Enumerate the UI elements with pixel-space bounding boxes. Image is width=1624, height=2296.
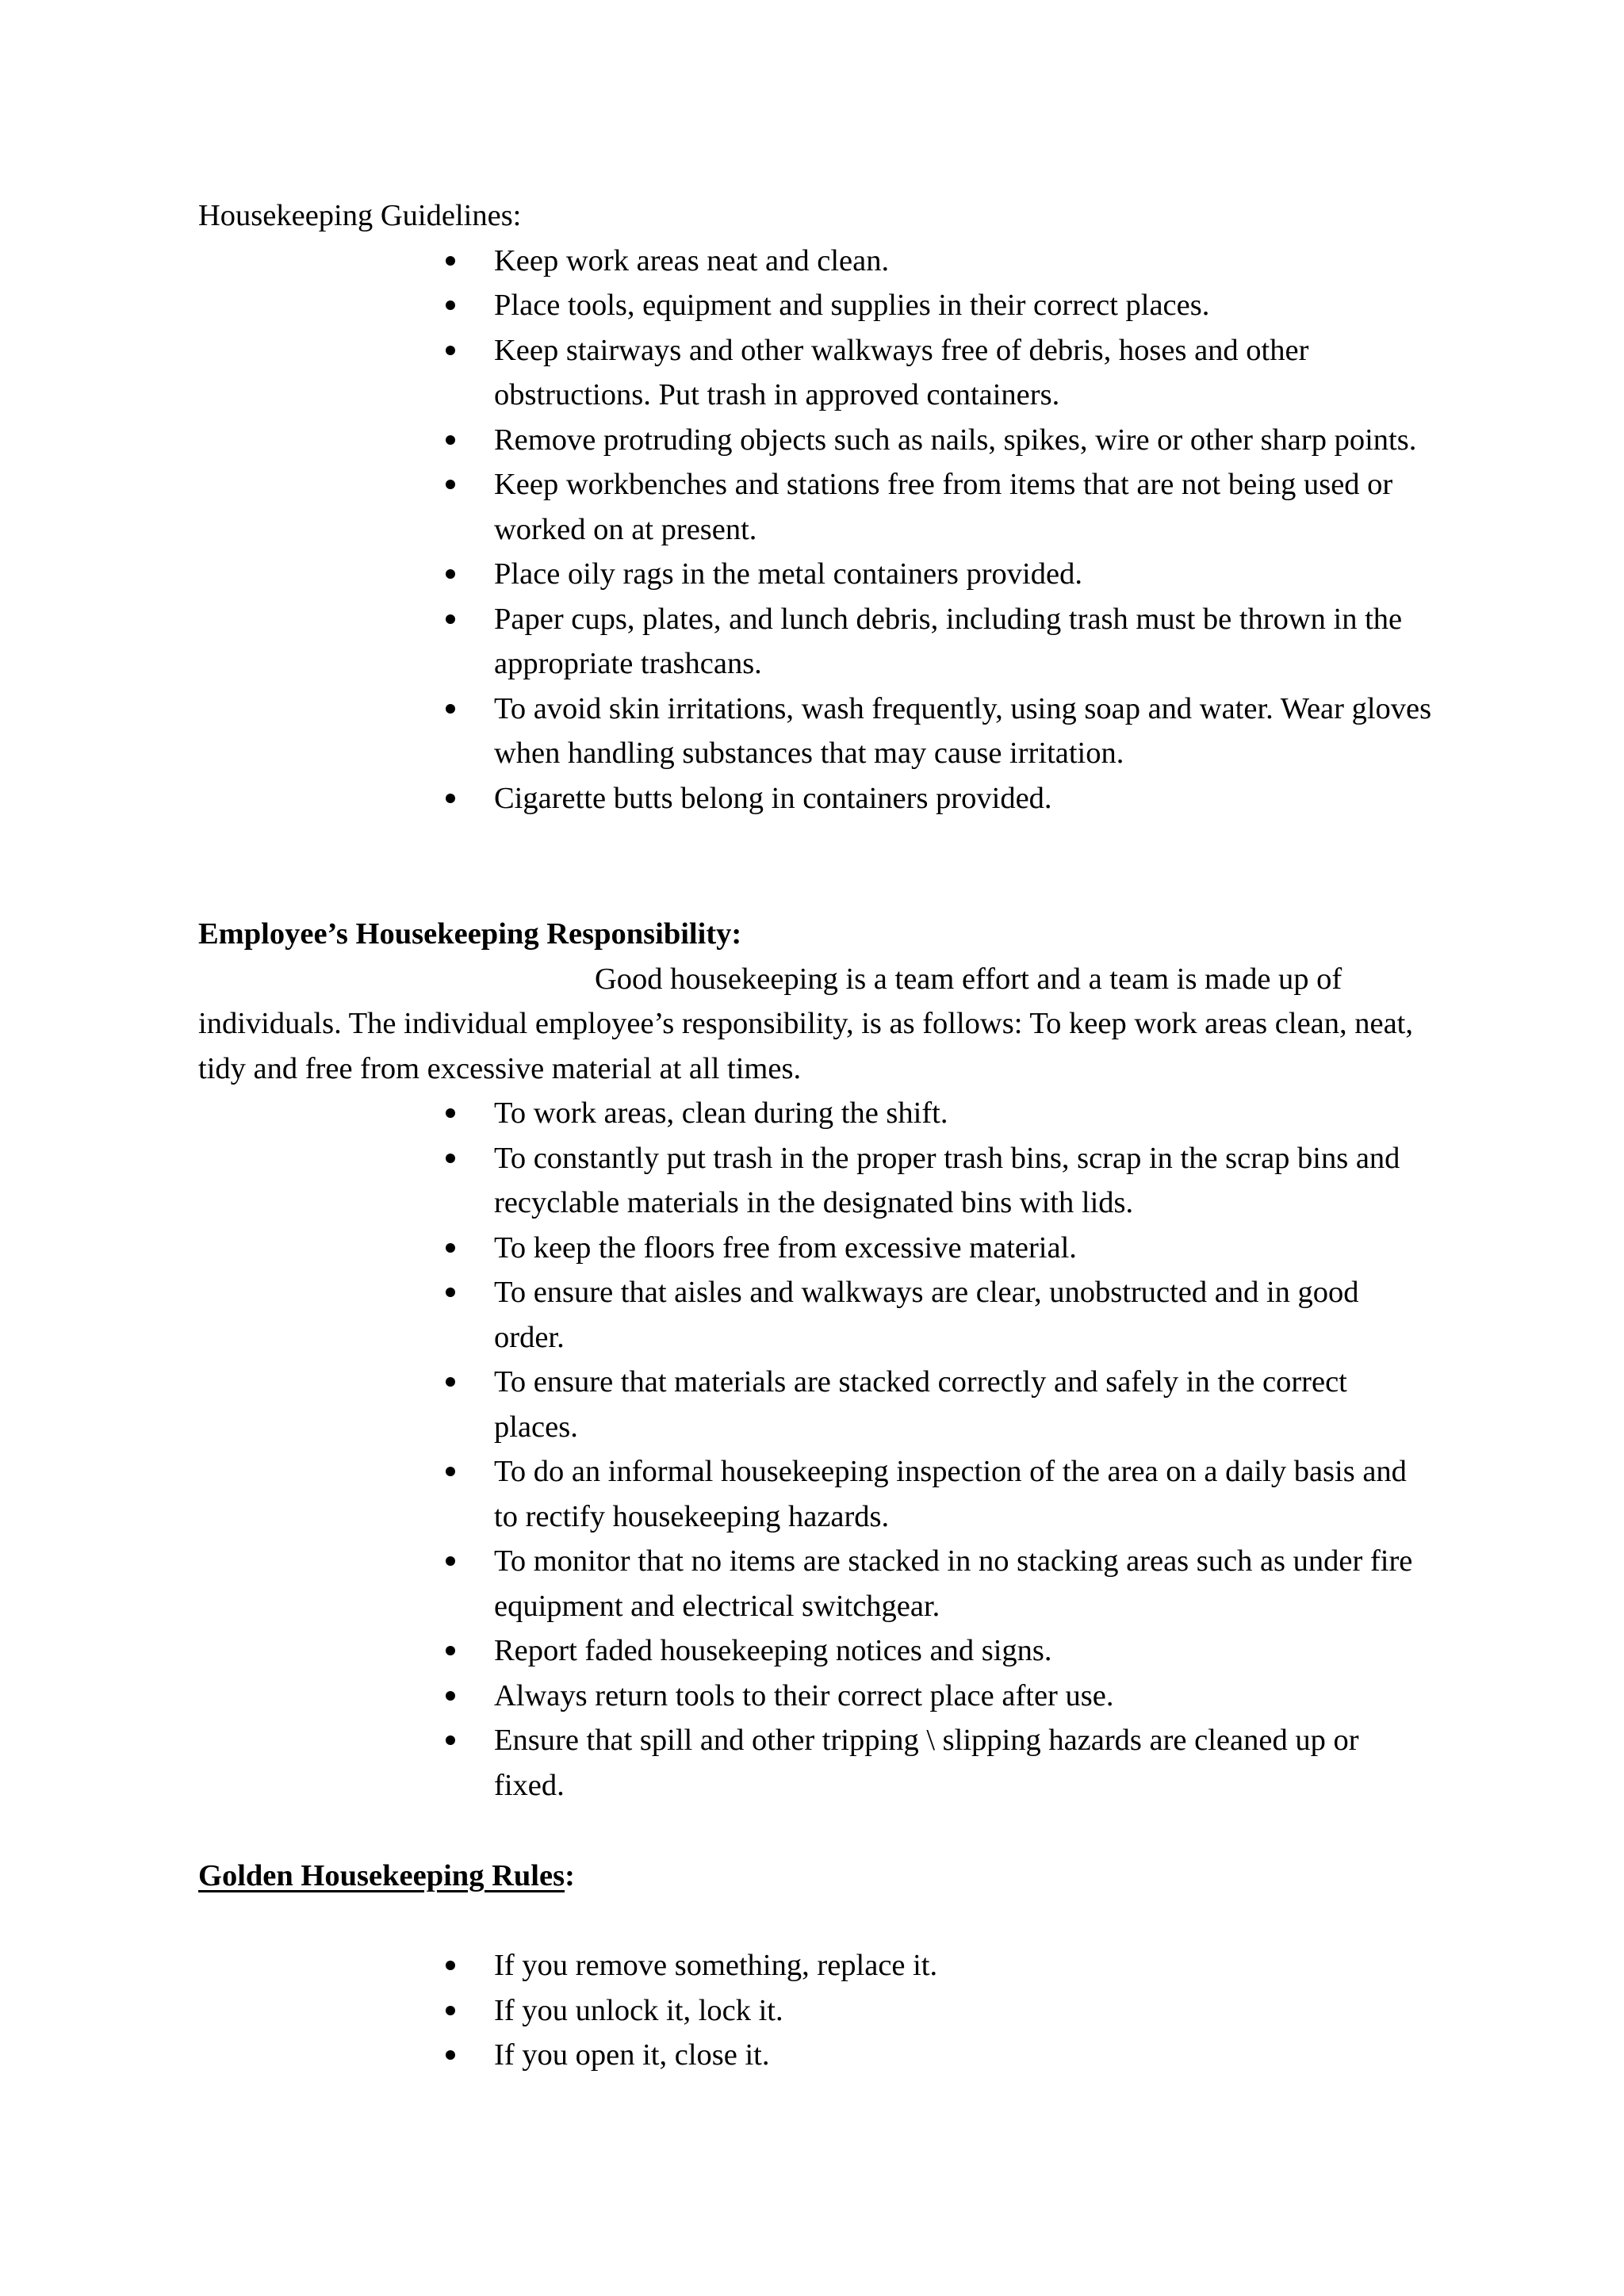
list-item: If you remove something, replace it. <box>198 1943 1435 1988</box>
bullet-icon <box>446 1243 455 1253</box>
section-golden-rules <box>198 1854 1435 2078</box>
bullet-icon <box>446 794 455 803</box>
bullet-icon <box>446 1691 455 1701</box>
list-item: To keep the floors free from excessive material. <box>198 1226 1435 1271</box>
list-item: To constantly put trash in the proper trash bins, scrap in the scrap bins and recyclable materials in the designated bins with lids. <box>198 1136 1435 1226</box>
list-item: If you unlock it, lock it. <box>198 1988 1435 2034</box>
bullet-icon <box>446 1108 455 1118</box>
bullet-icon <box>446 480 455 489</box>
list-item: Paper cups, plates, and lunch debris, including trash must be thrown in the appropriate trashcans. <box>198 597 1435 687</box>
list-item: To work areas, clean during the shift. <box>198 1091 1435 1136</box>
bullet-icon <box>446 1735 455 1745</box>
list-item: To do an informal housekeeping inspection of the area on a daily basis and to rectify housekeeping hazards. <box>198 1449 1435 1539</box>
section-employee-responsibility <box>198 912 1435 1808</box>
list-item: To avoid skin irritations, wash frequently, using soap and water. Wear gloves when handling substances that may cause irritation. <box>198 687 1435 776</box>
bullet-icon <box>446 1377 455 1387</box>
bullet-icon <box>446 2050 455 2060</box>
list-item: To ensure that aisles and walkways are clear, unobstructed and in good order. <box>198 1270 1435 1360</box>
section-heading: Golden Housekeeping Rules: <box>198 1859 575 1892</box>
list-item: If you open it, close it. <box>198 2033 1435 2078</box>
bullet-icon <box>446 1154 455 1163</box>
list-item: Place oily rags in the metal containers provided. <box>198 552 1435 597</box>
bullet-icon <box>446 704 455 714</box>
section-heading: Employee’s Housekeeping Responsibility: <box>198 917 742 951</box>
list-item: Always return tools to their correct place after use. <box>198 1674 1435 1719</box>
list-item: To monitor that no items are stacked in no stacking areas such as under fire equipment and electrical switchgear. <box>198 1539 1435 1628</box>
bullet-icon <box>446 1467 455 1476</box>
list-item: Ensure that spill and other tripping \ slipping hazards are cleaned up or fixed. <box>198 1718 1435 1808</box>
bullet-icon <box>446 569 455 579</box>
bullet-list <box>198 1091 1435 1808</box>
bullet-icon <box>446 1646 455 1655</box>
list-item: Keep workbenches and stations free from items that are not being used or worked on at present. <box>198 462 1435 552</box>
section-heading: Housekeeping Guidelines: <box>198 199 522 232</box>
bullet-icon <box>446 2006 455 2015</box>
bullet-list <box>198 239 1435 821</box>
list-item: Place tools, equipment and supplies in their correct places. <box>198 283 1435 328</box>
section-housekeeping-guidelines <box>198 193 1435 821</box>
bullet-icon <box>446 1288 455 1297</box>
list-item: Keep stairways and other walkways free of debris, hoses and other obstructions. Put trash in approved containers. <box>198 328 1435 418</box>
bullet-icon <box>446 256 455 266</box>
list-item: Report faded housekeeping notices and signs. <box>198 1628 1435 1674</box>
section-paragraph: Good housekeeping is a team effort and a team is made up of individuals. The individual employee’s responsibility, is as follows: To keep work areas clean, neat, tidy and free from excessive material at all times. <box>198 962 1413 1085</box>
bullet-icon <box>446 346 455 355</box>
list-item: To ensure that materials are stacked correctly and safely in the correct places. <box>198 1360 1435 1449</box>
bullet-icon <box>446 614 455 624</box>
bullet-icon <box>446 1556 455 1566</box>
bullet-icon <box>446 1961 455 1970</box>
list-item: Cigarette butts belong in containers provided. <box>198 776 1435 821</box>
list-item: Remove protruding objects such as nails, spikes, wire or other sharp points. <box>198 418 1435 463</box>
bullet-icon <box>446 435 455 445</box>
bullet-icon <box>446 300 455 310</box>
bullet-list <box>198 1943 1435 2078</box>
list-item: Keep work areas neat and clean. <box>198 239 1435 284</box>
